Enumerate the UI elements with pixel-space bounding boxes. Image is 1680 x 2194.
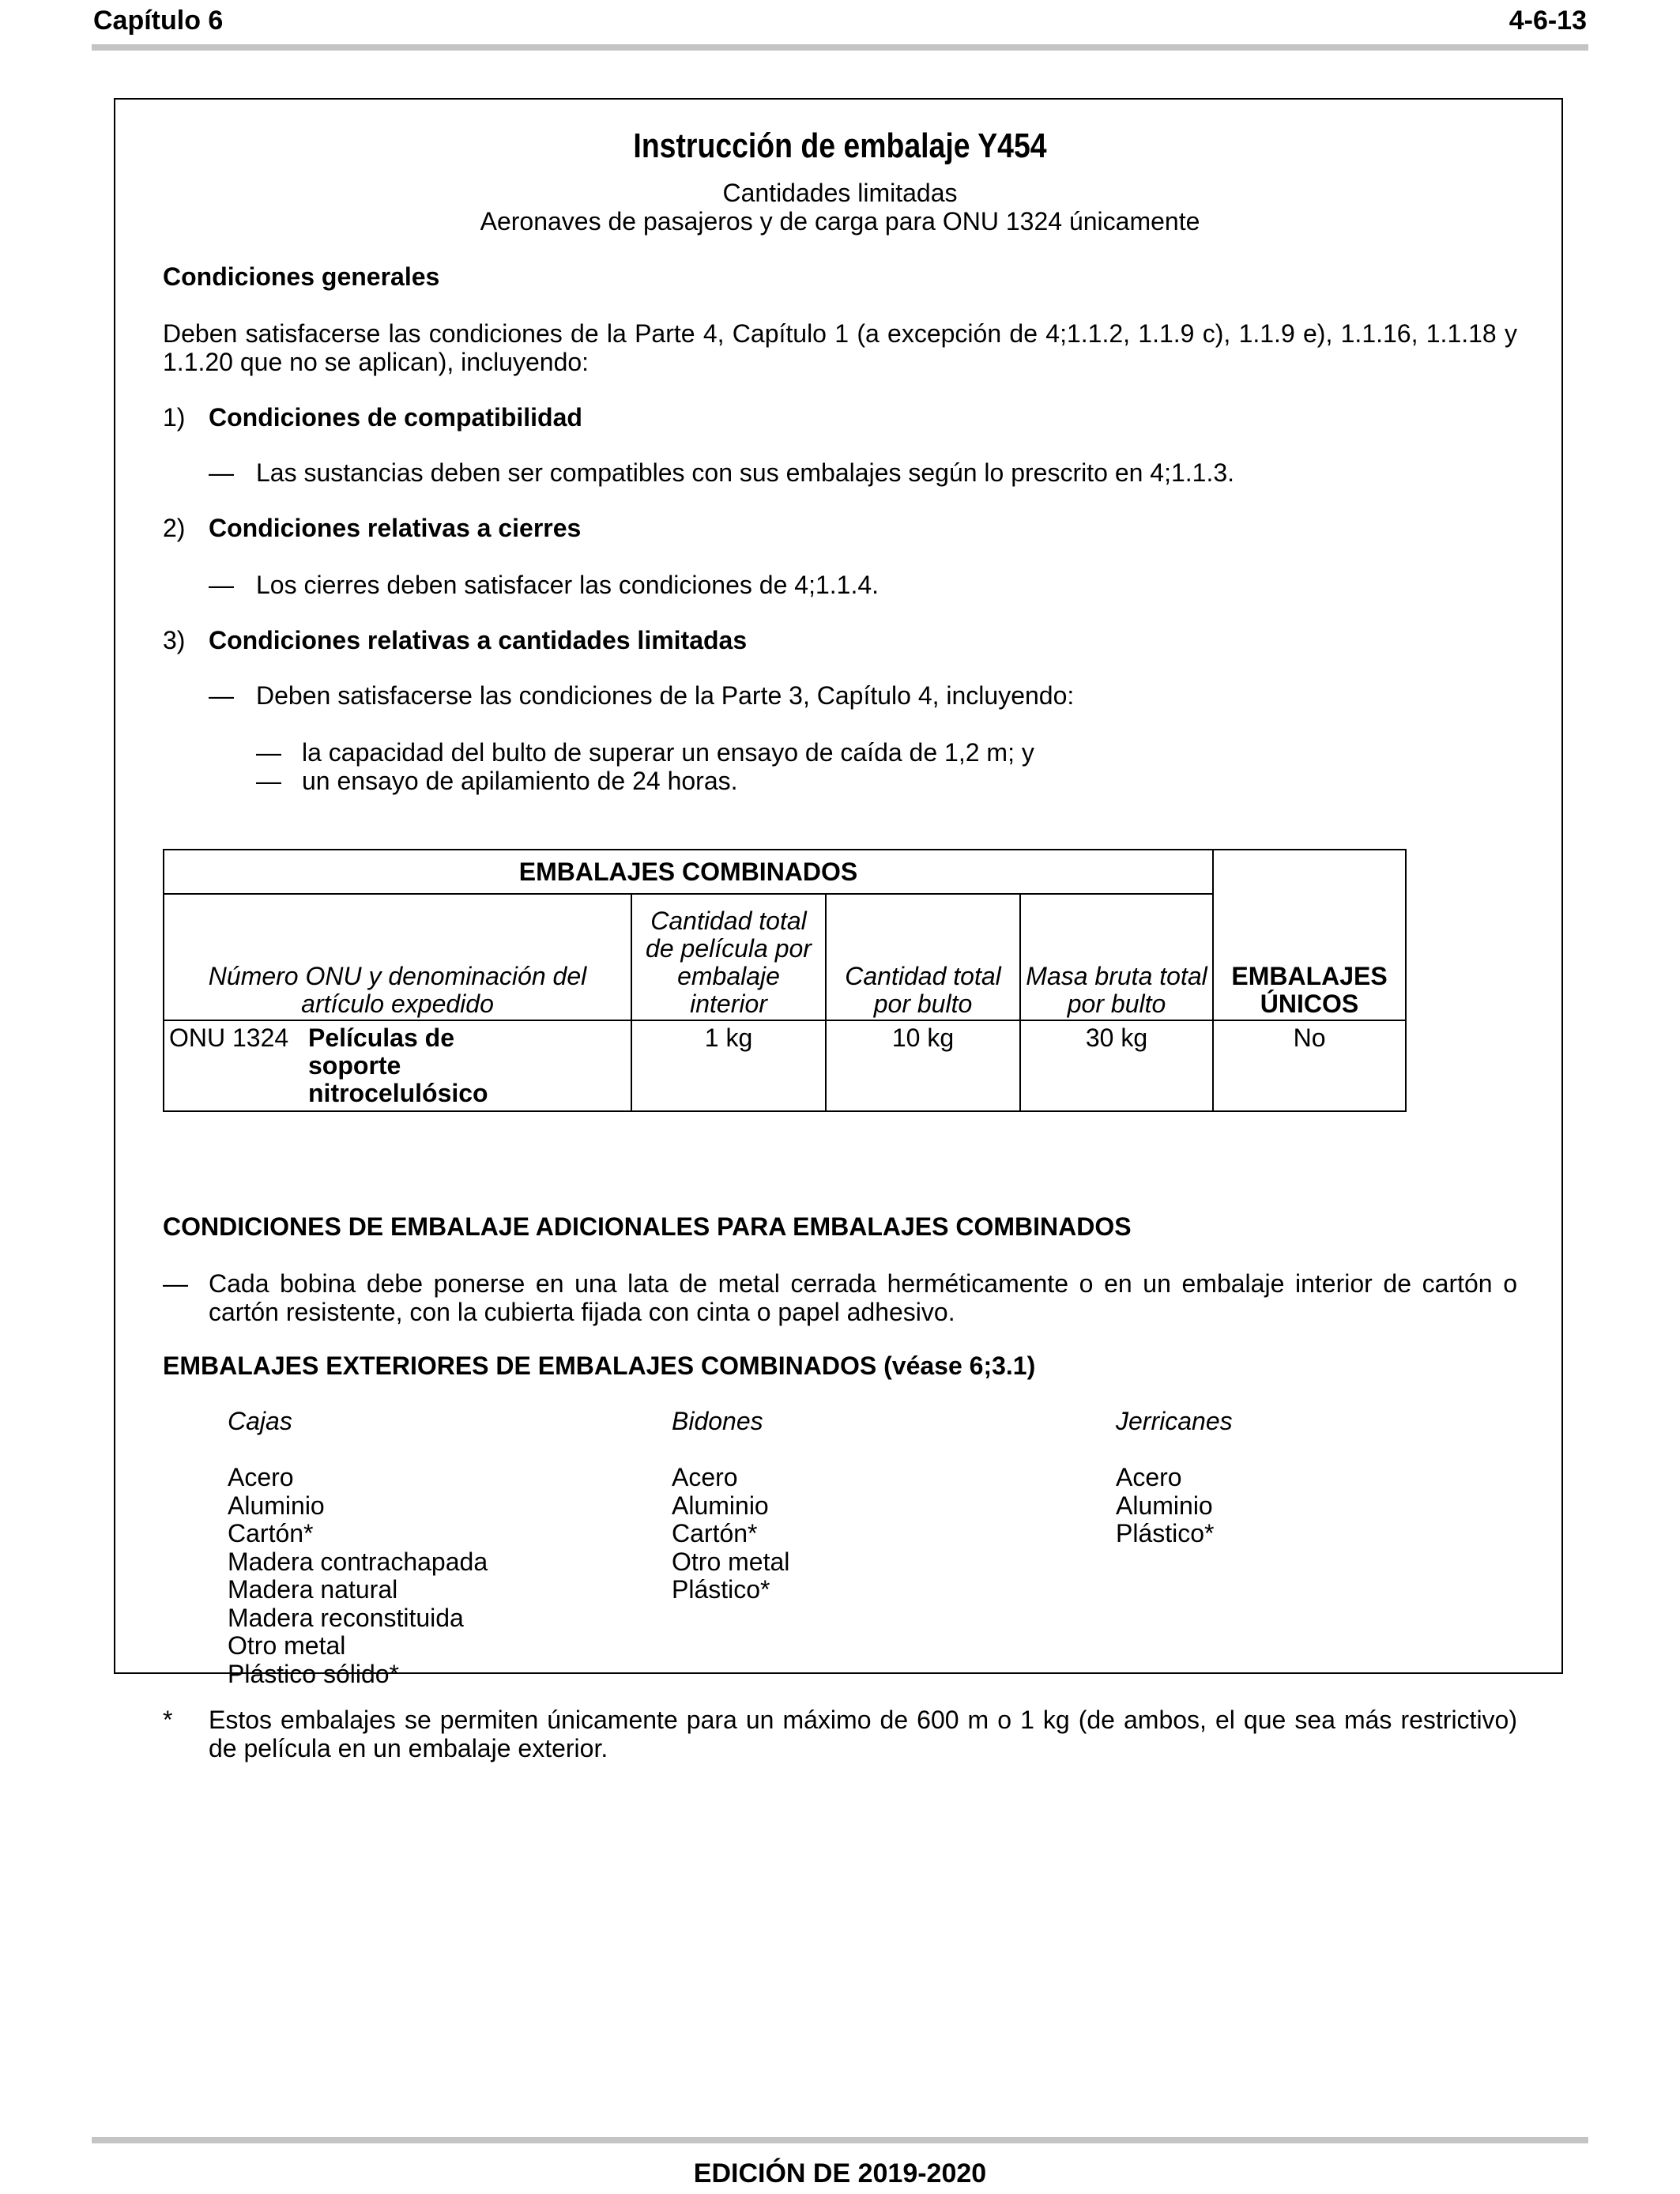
table-col-gross: Masa bruta total por bulto	[1020, 894, 1213, 1020]
table-cell-single: No	[1213, 1020, 1406, 1111]
table-cell-gross: 30 kg	[1020, 1020, 1213, 1111]
subitem-1-dash: —	[256, 738, 281, 767]
table-col-single: EMBALAJES ÚNICOS	[1213, 850, 1406, 1020]
table-cell-total: 10 kg	[826, 1020, 1020, 1111]
packing-instruction-box	[114, 98, 1563, 1762]
un-number: ONU 1324	[169, 1023, 289, 1052]
header-rule	[92, 44, 1588, 51]
condition-3-text: Deben satisfacerse las condiciones de la Parte 3, Capítulo 4, incluyendo:	[256, 681, 1075, 710]
general-heading: Condiciones generales	[163, 262, 440, 291]
instruction-subtitle-2: Aeronaves de pasajeros y de carga para ONU 1324 únicamente	[480, 207, 1200, 236]
condition-2-text: Los cierres deben satisfacer las condiciones de 4;1.1.4.	[256, 571, 880, 599]
page-number: 4-6-13	[1509, 6, 1587, 36]
list-item: Aluminio	[1116, 1491, 1213, 1520]
list-item: Cartón*	[672, 1519, 758, 1547]
table-col-total: Cantidad total por bulto	[826, 894, 1020, 1020]
list-item: Aluminio	[228, 1491, 325, 1520]
list-item: Otro metal	[228, 1631, 346, 1660]
table-row	[164, 1020, 1406, 1111]
list-item: Acero	[672, 1463, 738, 1491]
footnote-mark: *	[163, 1706, 173, 1734]
additional-heading: CONDICIONES DE EMBALAJE ADICIONALES PARA EMBALAJES COMBINADOS	[163, 1212, 1132, 1241]
list-item: Plástico*	[672, 1575, 770, 1604]
condition-1-title: Condiciones de compatibilidad	[209, 403, 582, 432]
subitem-1-text: la capacidad del bulto de superar un ensayo de caída de 1,2 m; y	[302, 738, 1034, 767]
outer-column-jerricans	[1116, 1407, 1233, 1547]
condition-3-number: 3)	[163, 626, 186, 654]
condition-3-dash: —	[209, 681, 234, 710]
outer-column-drums	[672, 1407, 789, 1604]
instruction-subtitle-1: Cantidades limitadas	[722, 179, 958, 207]
table-cell-inner: 1 kg	[631, 1020, 826, 1111]
footer-rule	[92, 2137, 1588, 2143]
table-col-un: Número ONU y denominación del artículo expedido	[164, 894, 631, 1020]
condition-2-number: 2)	[163, 514, 186, 542]
condition-1-text: Las sustancias deben ser compatibles con sus embalajes según lo prescrito en 4;1.1.3.	[256, 458, 1235, 487]
instruction-title: Instrucción de embalaje Y454	[633, 126, 1047, 165]
footnote-text: Estos embalajes se permiten únicamente para un máximo de 600 m o 1 kg (de ambos, el que sea más restrictivo) de película en un embalaje exterior.	[209, 1706, 1517, 1762]
shipping-name: Películas de soporte nitrocelulósico	[308, 1023, 488, 1107]
list-item: Madera contrachapada	[228, 1547, 488, 1576]
list-item: Cartón*	[228, 1519, 314, 1547]
column-title: Bidones	[672, 1407, 763, 1435]
list-item: Madera reconstituida	[228, 1603, 464, 1632]
condition-3-title: Condiciones relativas a cantidades limitadas	[209, 626, 748, 654]
table-cell-un	[164, 1020, 631, 1111]
condition-1-number: 1)	[163, 403, 186, 432]
chapter-label: Capítulo 6	[93, 6, 224, 36]
condition-2-title: Condiciones relativas a cierres	[209, 514, 582, 542]
edition-label: EDICIÓN DE 2019-2020	[693, 2158, 987, 2188]
column-title: Jerricanes	[1116, 1407, 1233, 1435]
list-item: Acero	[228, 1463, 294, 1491]
outer-column-boxes	[228, 1407, 488, 1687]
list-item: Acero	[1116, 1463, 1182, 1491]
subitem-2-text: un ensayo de apilamiento de 24 horas.	[302, 767, 738, 795]
additional-text: Cada bobina debe ponerse en una lata de metal cerrada herméticamente o en un embalaje interior de cartón o cartón resistente, con la cubierta fijada con cinta o papel adhesivo.	[209, 1269, 1517, 1326]
condition-2-dash: —	[209, 571, 234, 599]
list-item: Plástico*	[1116, 1519, 1215, 1547]
outer-heading: EMBALAJES EXTERIORES DE EMBALAJES COMBINADOS (véase 6;3.1)	[163, 1351, 1036, 1380]
table-group-header: EMBALAJES COMBINADOS	[164, 850, 1213, 894]
list-item: Aluminio	[672, 1491, 769, 1520]
list-item: Plástico sólido*	[228, 1659, 399, 1688]
combined-packagings-table	[163, 849, 1407, 1112]
table-col-inner: Cantidad total de película por embalaje interior	[631, 894, 826, 1020]
condition-1-dash: —	[209, 458, 234, 487]
instruction-title-wrap	[115, 126, 1565, 166]
column-title: Cajas	[228, 1407, 292, 1435]
general-intro: Deben satisfacerse las condiciones de la Parte 4, Capítulo 1 (a excepción de 4;1.1.2, 1.1.9 c), 1.1.9 e), 1.1.16, 1.1.18 y 1.1.20 que no se aplican), incluyendo:	[163, 319, 1517, 376]
subitem-2-dash: —	[256, 767, 281, 795]
list-item: Madera natural	[228, 1575, 398, 1604]
list-item: Otro metal	[672, 1547, 790, 1576]
additional-dash: —	[163, 1269, 188, 1298]
